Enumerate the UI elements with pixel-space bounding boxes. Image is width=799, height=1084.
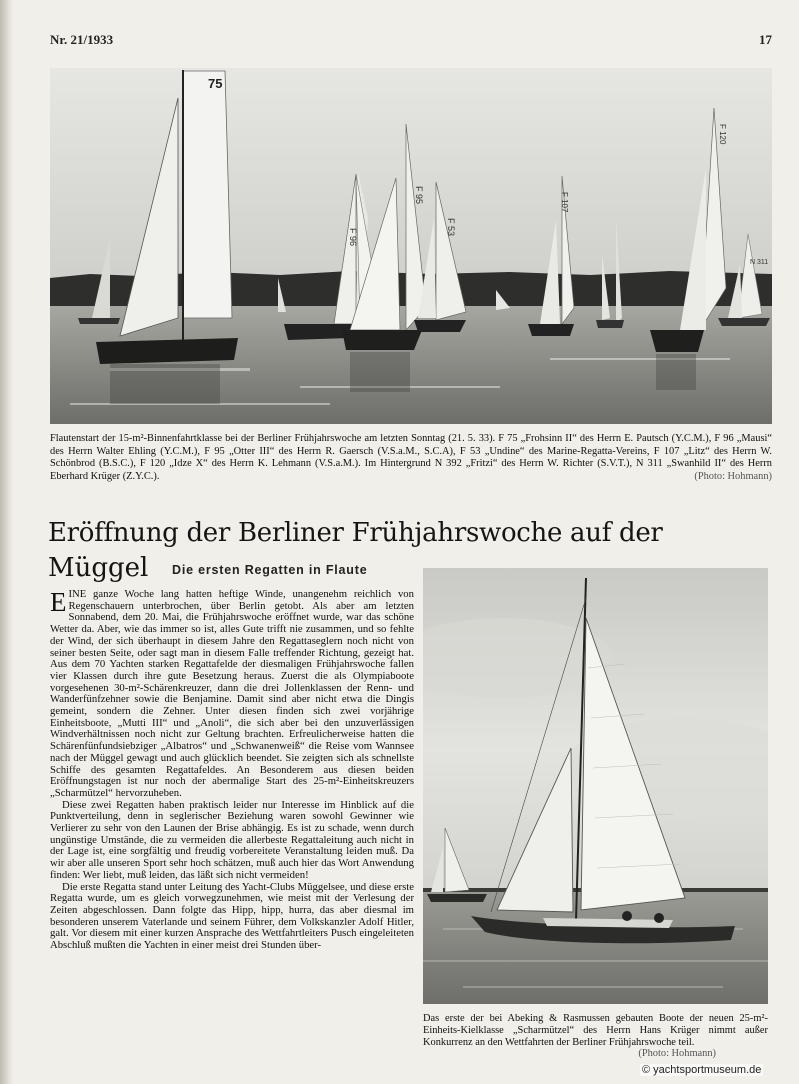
photo-credit: (Photo: Hohmann) — [638, 1048, 716, 1060]
photo-credit: (Photo: Hohmann) — [694, 470, 772, 482]
issue-number: Nr. 21/1933 — [50, 32, 114, 47]
page-number: 17 — [759, 32, 772, 47]
article-headline: Eröffnung der Berliner Frühjahrswoche auf der — [48, 518, 663, 548]
sail-label-f95: F 95 — [414, 186, 424, 205]
caption-text: Flautenstart der 15-m²-Binnenfahrtklasse bei der Berliner Frühjahrswoche am letzten Sonntag (21. 5. 33). F 75 „Frohsinn II“ des Herrn E. Pautsch (Y.C.M.), F 96 „Mausi“ des Herrn Walter Ehling (Y.C.M.), F 95 „Otter III“ des Herrn R. Gaersch (V.S.a.M., S.C.A), F 53 „Undine“ des Marine-Regatta-Vereins, F 107 „Litz“ des Herrn W. Schönbrod (B.S.C.), F 120 „Idze X“ des Herrn K. Lehmann (V.S.a.M.). Im Hintergrund N 392 „Fritzi“ des Herrn W. Richter (S.V.T.), N 311 „Swanhild II“ des Herrn Eberhard Krüger (Z.Y.C.). — [50, 433, 772, 482]
article-subheadline: Die ersten Regatten in Flaute — [172, 563, 368, 577]
right-photo-caption — [423, 1013, 768, 1060]
sail-label-75: 75 — [208, 76, 223, 91]
article-paragraph: EINE ganze Woche lang hatten heftige Winde, unangenehm reichlich von Regenschauern unterbrochen, über Berlin getobt. Als aber am letzten Sonnabend, dem 20. Mai, die Frühjahrswoche eröffnet wurde, war das schöne Wetter da. Aber, wie das immer so ist, alles Gute trifft nie zusammen, und so fehlte der Wind, der sich überhaupt in diesem Jahre den Regattaseglern noch nicht von seiner besten Seite, oder sagt man in diesem Falle treffender Richtung, gezeigt hat. Aus dem 70 Yachten starken Regattafelde der diesmaligen Frühjahrswoche fallen vier Klassen durch ihre gute Besetzung heraus. Zuerst die als Olympiaboote vorgesehenen 30-m²-Schärenkreuzer, dann die drei Jollenklassen der Renn- und Wanderfünfzehner sowie die Benjamine. Damit sind aber nicht etwa die Dingis gemeint, sondern die Zehner. Unter diesen finden sich zwei vorjährige Einheitsboote, „Mutti III“ und „Anoli“, die sich aber bei den unzuverlässigen Windverhältnissen noch nicht zur Geltung brachten. Erfreulicherweise hatten die Schärenfünfundsiebziger „Albatros“ und „Schwanenweiß“ die Reise vom Wannsee nach der Müggel gewagt und auch glücklich beendet. Sie zeigten sich als schnellste Schiffe des gesamten Regattafeldes. An Besonderem aus diesen beiden Eröffnungstagen ist nur noch der abermalige Start des 25-m²-Einheitskreuzers „Scharmützel“ hervorzuheben. — [50, 587, 414, 799]
drop-cap: E — [50, 587, 67, 617]
sail-label-f53: F 53 — [446, 218, 456, 237]
page-spine-shadow — [0, 0, 14, 1084]
sail-label-f107: F 107 — [560, 192, 569, 213]
regatta-start-photo — [50, 68, 772, 424]
sail-label-f120: F 120 — [718, 124, 727, 145]
scharmuetzel-photo — [423, 568, 768, 1004]
top-photo-caption — [50, 433, 772, 483]
article-paragraph: Diese zwei Regatten haben praktisch leider nur Interesse im Hinblick auf die Punktverteilung, denn in seglerischer Beziehung waren sowohl Gewinner wie Verlierer zu sehr von den Launen der Brise abhängig. Es ist zu schade, wenn durch ungünstige Umstände, die zu vermeiden die allerbeste Regattaleitung auch nicht in der Lage ist, eine sorgfältig und freudig vorbereitete Veranstaltung leiden muß. Da wir aber alle unseren Sport sehr hoch schätzen, muß auch hier das Wort Anwendung finden: Wer liebt, muß leiden, das läßt sich nicht vermeiden! — [50, 798, 414, 881]
article-paragraph: Die erste Regatta stand unter Leitung des Yacht-Clubs Müggelsee, und diese erste Regatta wurde, um es gleich vorwegzunehmen, wie meist mit der Verlesung der Zeiten abgeschlossen. Dann folgte das Hipp, hipp, hurra, das aber diesmal im besonderen unserem Vaterlande und seinem Führer, dem Volkskanzler Adolf Hitler, galt. Vor diesem mit einer kurzen Ansprache des Wettfahrtleiters Pusch eingeleiteten Abschluß mußten die Yachten in einer meist drei Stunden über- — [50, 880, 414, 952]
watermark: © yachtsportmuseum.de — [642, 1064, 762, 1076]
article-headline-line2: Müggel — [48, 553, 149, 583]
sail-label-f96: F 96 — [348, 228, 358, 247]
caption-text: Das erste der bei Abeking & Rasmussen gebauten Boote der neuen 25-m²-Einheits-Kielklasse „Scharmützel“ des Herrn Hans Krüger nimmt außer Konkurrenz an den Wettfahrten der Berliner Frühjahrswoche teil. — [423, 1013, 768, 1048]
article-body — [50, 589, 414, 952]
sail-label-n311: N 311 — [750, 259, 769, 266]
